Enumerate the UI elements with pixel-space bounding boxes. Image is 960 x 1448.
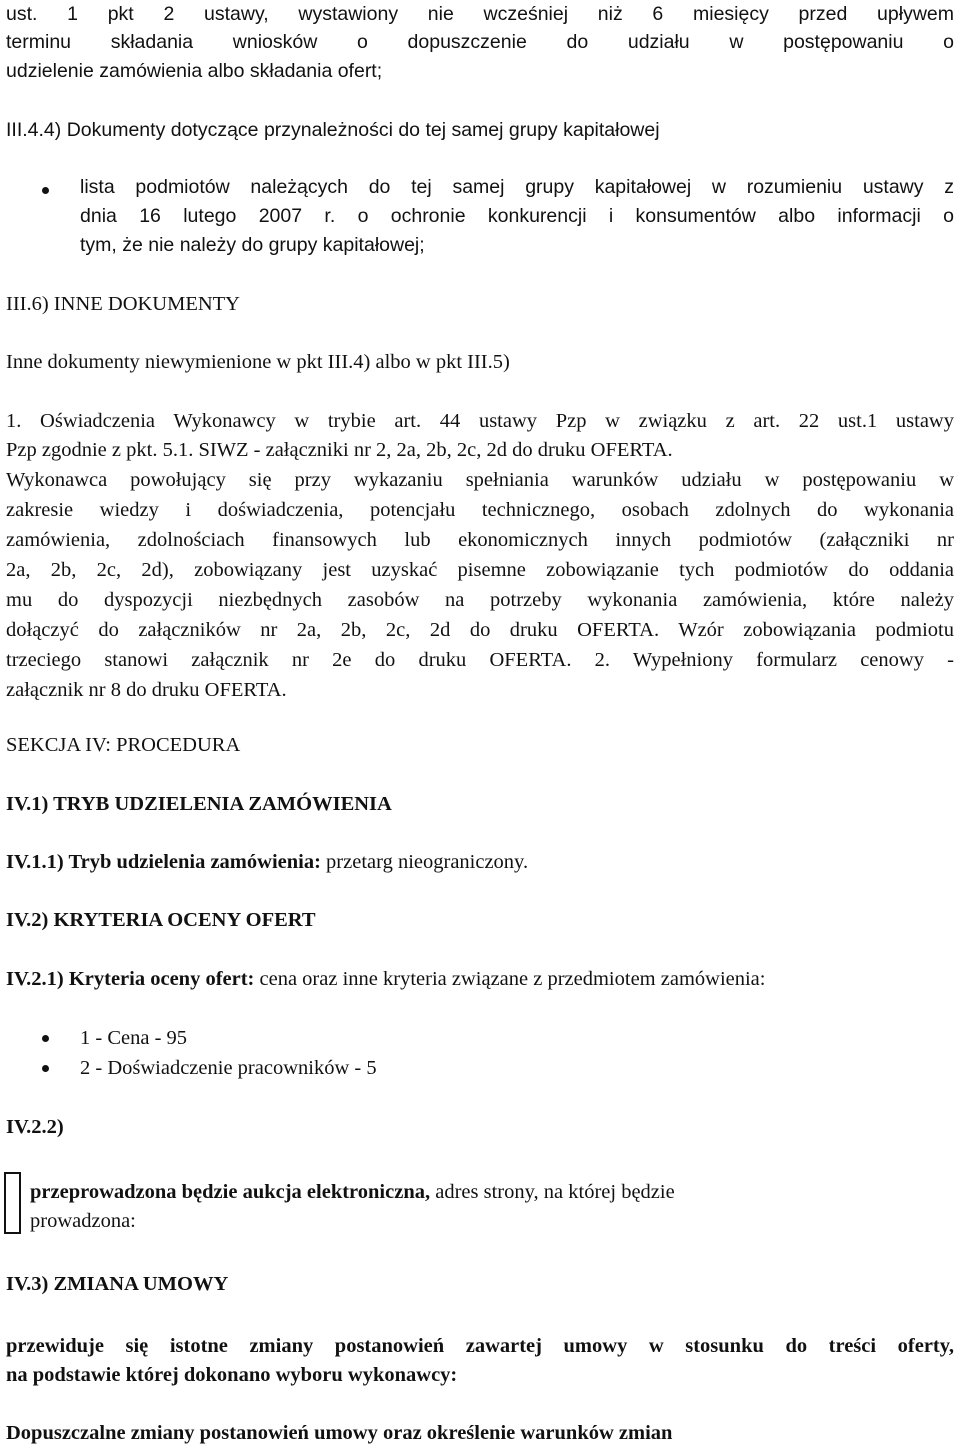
section-heading: IV.1) TRYB UDZIELENIA ZAMÓWIENIA [6, 793, 392, 815]
text-line: dołączyć do załączników nr 2a, 2b, 2c, 2d do druku OFERTA. Wzór zobowiązania podmiotu [6, 619, 954, 641]
text-line: Pzp zgodnie z pkt. 5.1. SIWZ - załączniki nr 2, 2a, 2b, 2c, 2d do druku OFERTA. [6, 439, 673, 461]
section-heading: III.6) INNE DOKUMENTY [6, 293, 240, 315]
auction-text: adres strony, na której będzie [430, 1181, 675, 1203]
list-item: tym, że nie należy do grupy kapitałowej; [80, 234, 425, 256]
text-line: zakresie wiedzy i doświadczenia, potencjału technicznego, osobach zdolnych do wykonania [6, 499, 954, 521]
text-line: 2a, 2b, 2c, 2d), zobowiązany jest uzyskać pisemne zobowiązanie tych podmiotów do oddania [6, 559, 954, 581]
section-heading: IV.3) ZMIANA UMOWY [6, 1273, 229, 1295]
text-line: załącznik nr 8 do druku OFERTA. [6, 679, 287, 701]
text-line: Wykonawca powołujący się przy wykazaniu spełniania warunków udziału w postępowaniu w [6, 469, 954, 491]
auction-checkbox[interactable] [4, 1172, 21, 1234]
text-line: na podstawie której dokonano wyboru wykonawcy: [6, 1364, 458, 1386]
procedure-line [6, 848, 528, 876]
list-item: 2 - Doświadczenie pracowników - 5 [80, 1057, 377, 1079]
criteria-value: cena oraz inne kryteria związane z przedmiotem zamówienia: [254, 968, 766, 990]
section-heading: III.4.4) Dokumenty dotyczące przynależności do tej samej grupy kapitałowej [6, 119, 660, 141]
bullet-icon [42, 1035, 49, 1042]
list-item: lista podmiotów należących do tej samej grupy kapitałowej w rozumieniu ustawy z [80, 176, 954, 198]
auction-label: przeprowadzona będzie aukcja elektroniczna, [30, 1181, 431, 1203]
auction-line: prowadzona: [30, 1210, 136, 1232]
bullet-icon [42, 1065, 49, 1072]
procedure-value: przetarg nieograniczony. [320, 851, 529, 873]
text-line: 1. Oświadczenia Wykonawcy w trybie art. 44 ustawy Pzp w związku z art. 22 ust.1 ustawy [6, 410, 954, 432]
text-line: trzeciego stanowi załącznik nr 2e do druku OFERTA. 2. Wypełniony formularz cenowy - [6, 649, 954, 671]
text-line: terminu składania wniosków o dopuszczenie do udziału w postępowaniu o [6, 31, 954, 53]
list-item: dnia 16 lutego 2007 r. o ochronie konkurencji i konsumentów albo informacji o [80, 205, 954, 227]
text-line: ust. 1 pkt 2 ustawy, wystawiony nie wcześniej niż 6 miesięcy przed upływem [6, 3, 954, 25]
criteria-label: IV.2.1) Kryteria oceny ofert: [6, 968, 255, 990]
text-line: Dopuszczalne zmiany postanowień umowy oraz określenie warunków zmian [6, 1422, 673, 1444]
subheading: Inne dokumenty niewymienione w pkt III.4) albo w pkt III.5) [6, 351, 510, 373]
procedure-label: IV.1.1) Tryb udzielenia zamówienia: [6, 851, 321, 873]
text-line: zamówienia, zdolnościach finansowych lub ekonomicznych innych podmiotów (załączniki nr [6, 529, 954, 551]
section-title: SEKCJA IV: PROCEDURA [6, 734, 241, 756]
auction-line [30, 1178, 675, 1206]
text-line: mu do dyspozycji niezbędnych zasobów na potrzeby wykonania zamówienia, które należy [6, 589, 954, 611]
section-heading: IV.2) KRYTERIA OCENY OFERT [6, 909, 316, 931]
list-item: 1 - Cena - 95 [80, 1027, 188, 1049]
section-heading: IV.2.2) [6, 1116, 64, 1138]
text-line: przewiduje się istotne zmiany postanowień zawartej umowy w stosunku do treści oferty, [6, 1335, 954, 1357]
text-line: udzielenie zamówienia albo składania ofert; [6, 60, 383, 82]
criteria-line [6, 965, 765, 993]
bullet-icon [42, 187, 49, 194]
